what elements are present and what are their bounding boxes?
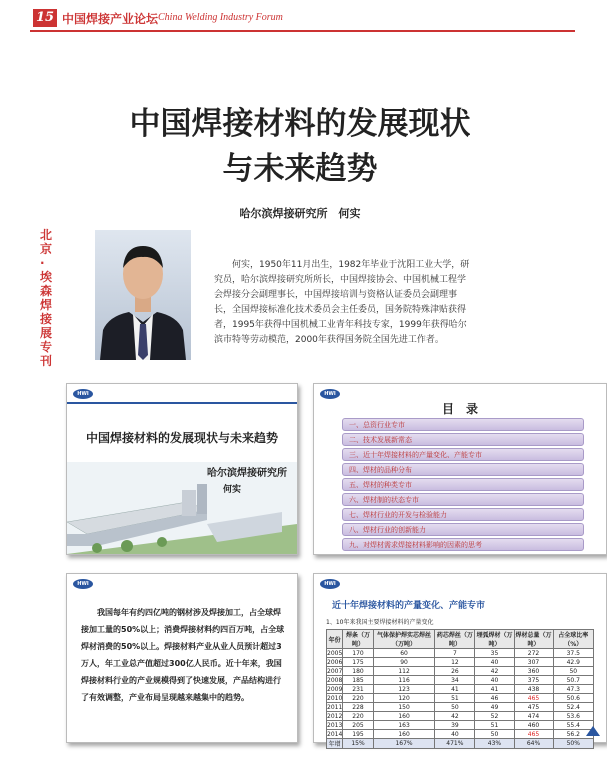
table-cell: 50 [435, 703, 475, 712]
slide-overview [66, 573, 298, 743]
table-cell: 205 [343, 721, 374, 730]
table-cell: 180 [343, 667, 374, 676]
column-header: 年份 [327, 630, 343, 649]
table-cell: 35 [475, 649, 514, 658]
table-cell: 195 [343, 730, 374, 739]
table-cell: 375 [514, 676, 553, 685]
table-cell: 475 [514, 703, 553, 712]
column-header: 埋弧焊材（万吨） [475, 630, 514, 649]
toc-item: 二、技术发展新常态 [342, 433, 584, 446]
page-number: 15 [33, 9, 57, 27]
table-cell: 474 [514, 712, 553, 721]
journal-title-cn: 中国焊接产业论坛 [62, 12, 159, 26]
table-cell: 42.9 [553, 658, 593, 667]
table-cell: 272 [514, 649, 553, 658]
table-cell: 2005 [327, 649, 343, 657]
table-cell: 2012 [327, 712, 343, 720]
table-cell: 51 [435, 694, 475, 703]
institute-logo: HWI [73, 389, 93, 399]
table-cell: 2009 [327, 685, 343, 693]
table-cell: 2010 [327, 694, 343, 702]
table-cell: 231 [343, 685, 374, 694]
toc-item: 九、对焊材需求焊接材料影响的因素的思考 [342, 538, 584, 551]
table-cell: 41 [475, 685, 514, 694]
table-cell: 220 [343, 712, 374, 721]
table-cell: 50.6 [553, 694, 593, 703]
slide4-subtitle: 1、10年来我国主要焊接材料的产量变化 [326, 619, 434, 626]
table-cell: 52.4 [553, 703, 593, 712]
institute-logo: HWI [73, 579, 93, 589]
toc-item: 三、近十年焊接材料的产量变化、产能专市 [342, 448, 584, 461]
table-cell: 120 [373, 694, 435, 703]
column-header: 焊材总量（万吨） [514, 630, 553, 649]
slide-presenter: 何实 [222, 485, 241, 495]
table-cell: 307 [514, 658, 553, 667]
table-cell: 2007 [327, 667, 343, 675]
table-cell: 47.3 [553, 685, 593, 694]
column-header: 药芯焊丝（万吨） [435, 630, 475, 649]
table-cell: 160 [373, 730, 435, 739]
table-row [327, 685, 594, 694]
table-cell: 40 [475, 676, 514, 685]
institute-logo: HWI [320, 389, 340, 399]
toc-item: 六、焊材制的状态专市 [342, 493, 584, 506]
table-cell: 42 [475, 667, 514, 676]
table-cell: 41 [435, 685, 475, 694]
table-cell: 50% [553, 739, 593, 749]
table-cell: 90 [373, 658, 435, 667]
table-header-row [327, 630, 594, 649]
table-row [327, 676, 594, 685]
article-title-line1: 中国焊接材料的发展现状 [129, 106, 471, 142]
table-cell: 56.2 [553, 730, 593, 739]
table-cell: 50 [475, 730, 514, 739]
table-cell: 39 [435, 721, 475, 730]
table-cell: 26 [435, 667, 475, 676]
toc-item: 七、焊材行业的开发与检验能力 [342, 508, 584, 521]
table-cell: 42 [435, 712, 475, 721]
column-header: 焊条（万吨） [343, 630, 374, 649]
table-cell: 116 [373, 676, 435, 685]
author-line: 哈尔滨焊接研究所 何实 [239, 207, 361, 220]
table-cell: 2008 [327, 676, 343, 684]
table-cell: 40 [475, 658, 514, 667]
table-cell: 220 [343, 694, 374, 703]
toc-heading: 目 录 [441, 402, 478, 416]
slide-org: 哈尔滨焊接研究所 [207, 468, 287, 479]
table-cell: 64% [514, 739, 553, 749]
author-bio: 何实，1950年11月出生，1982年毕业于沈阳工业大学，研究员，哈尔滨焊接研究所所长，中国焊接协会、中国机械工程学会焊接分会副理事长，中国焊接培训与资格认证委员会副理事长，全国焊接标准化技术委员会主任委员，国务院特殊津贴获得者，1995年获得中国机械工业青年科技专家，1999年获得哈尔滨市特等劳动模范，2000年获得国务院全国先进工作者。 [214, 260, 470, 345]
table-cell: 123 [373, 685, 435, 694]
table-row [327, 649, 594, 658]
table-row [327, 730, 594, 739]
table-cell: 360 [514, 667, 553, 676]
table-cell: 465 [514, 730, 553, 739]
table-footer-row [327, 739, 594, 749]
table-cell: 2006 [327, 658, 343, 666]
article-title-line2: 与未来趋势 [222, 151, 378, 187]
table-cell: 2013 [327, 721, 343, 729]
side-section-label: 北京·埃森焊接展专刊 [40, 228, 53, 368]
toc-item: 一、总资行业专市 [342, 418, 584, 431]
table-row [327, 712, 594, 721]
table-cell: 460 [514, 721, 553, 730]
column-header: 占全球比率（%） [553, 630, 593, 649]
toc-item: 四、焊材的品种分布 [342, 463, 584, 476]
table-cell: 175 [343, 658, 374, 667]
table-row [327, 694, 594, 703]
toc-item: 五、焊材的种类专市 [342, 478, 584, 491]
table-cell: 46 [475, 694, 514, 703]
table-cell: 49 [475, 703, 514, 712]
table-cell: 52 [475, 712, 514, 721]
table-cell: 55.4 [553, 721, 593, 730]
journal-title-en: China Welding Industry Forum [158, 12, 283, 23]
table-cell: 2014 [327, 730, 343, 738]
table-cell: 60 [373, 649, 435, 658]
author-photo [95, 230, 191, 360]
table-cell: 15% [343, 739, 374, 749]
table-row [327, 658, 594, 667]
table-cell: 163 [373, 721, 435, 730]
table-cell: 471% [435, 739, 475, 749]
slide-title-text: 中国焊接材料的发展现状与未来趋势 [85, 431, 278, 445]
table-cell: 40 [435, 730, 475, 739]
table-cell: 51 [475, 721, 514, 730]
table-cell: 年增 [327, 739, 343, 749]
table-cell: 12 [435, 658, 475, 667]
table-row [327, 667, 594, 676]
table-cell: 112 [373, 667, 435, 676]
toc-item: 八、焊材行业的创新能力 [342, 523, 584, 536]
table-cell: 167% [373, 739, 435, 749]
table-cell: 465 [514, 694, 553, 703]
table-cell: 160 [373, 712, 435, 721]
table-row [327, 703, 594, 712]
corner-triangle-icon [586, 726, 600, 736]
table-cell: 170 [343, 649, 374, 658]
table-cell: 150 [373, 703, 435, 712]
table-cell: 7 [435, 649, 475, 658]
column-header: 气体保护焊实芯焊丝（万吨） [373, 630, 435, 649]
table-cell: 43% [475, 739, 514, 749]
table-cell: 2011 [327, 703, 343, 711]
overview-text: 我国每年有约四亿吨的钢材涉及焊接加工，占全球焊接加工量的50%以上；消费焊接材料约四百万吨，占全球焊材消费的50%以上。焊接材料产业从业人员预计超过3万人，年工业总产值超过300亿人民币。近十年来，我国焊接材料行业的产业规模得到了快速发展，产品结构进行了有效调整，产业布局呈现越来越集中的趋势。 [81, 608, 285, 702]
table-cell: 34 [435, 676, 475, 685]
table-cell: 438 [514, 685, 553, 694]
table-cell: 37.5 [553, 649, 593, 658]
table-cell: 228 [343, 703, 374, 712]
table-row [327, 721, 594, 730]
production-table [326, 629, 594, 749]
table-cell: 50 [553, 667, 593, 676]
institute-logo: HWI [320, 579, 340, 589]
slide-production-table [313, 573, 607, 748]
slide-rule [67, 402, 297, 404]
table-cell: 53.6 [553, 712, 593, 721]
slide-contents [313, 383, 607, 555]
slide4-title: 近十年焊接材料的产量变化、产能专市 [332, 601, 486, 611]
table-cell: 185 [343, 676, 374, 685]
slide-title [66, 383, 298, 555]
table-cell: 50.7 [553, 676, 593, 685]
